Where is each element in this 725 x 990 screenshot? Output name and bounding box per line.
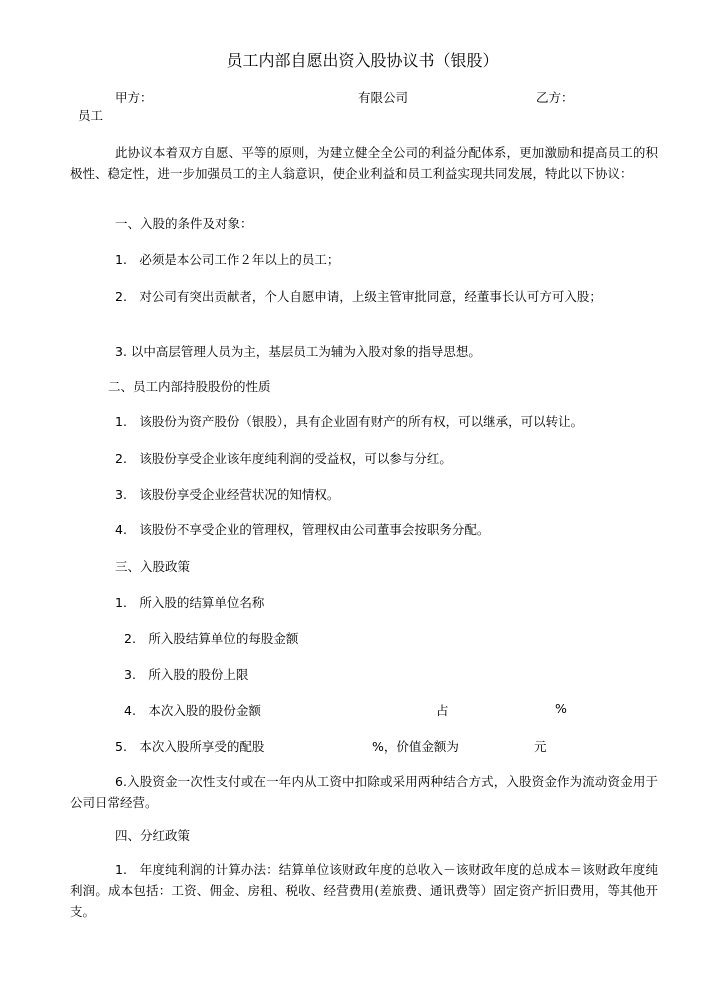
section3-item5-percent: %，价值金额为: [372, 739, 459, 754]
section1-item2: 2. 对公司有突出贡献者，个人自愿申请，上级主管审批同意，经董事长认可方可入股；: [115, 289, 602, 304]
party-b-label: 乙方：: [536, 90, 574, 105]
section3-item5-yuan: 元: [534, 739, 547, 754]
section1-heading: 一、入股的条件及对象：: [115, 216, 253, 231]
document-title: 员工内部自愿出资入股协议书（银股）: [226, 51, 499, 70]
section3-item1: 1. 所入股的结算单位名称: [115, 595, 265, 610]
section3-item6: 6.入股资金一次性支付或在一年内从工资中扣除或采用两种结合方式，入股资金作为流动资金用于公司日常经营。: [70, 774, 658, 810]
section3-item3: 3. 所入股的股份上限: [124, 667, 249, 682]
section3-item4-percent: %: [555, 701, 567, 716]
section1-item1: 1. 必须是本公司工作２年以上的员工；: [115, 252, 340, 267]
section2-heading: 二、员工内部持股股份的性质: [108, 379, 271, 394]
intro-paragraph: 此协议本着双方自愿、平等的原则，为建立健全全公司的利益分配体系，更加激励和提高员工的积极性、稳定性，进一步加强员工的主人翁意识，使企业利益和员工利益实现共同发展，特此以下协议：: [70, 145, 658, 181]
section3-item2: 2. 所入股结算单位的每股金额: [124, 631, 299, 646]
section3-item4-zhan: 占: [436, 703, 449, 718]
section4-heading: 四、分红政策: [115, 828, 191, 843]
section3-heading: 三、入股政策: [115, 559, 191, 574]
party-b-value: 员工: [78, 108, 104, 123]
section3-item5-label: 5. 本次入股所享受的配股: [115, 739, 265, 754]
section1-item3: 3. 以中高层管理人员为主，基层员工为辅为入股对象的指导思想。: [115, 344, 481, 359]
section2-item2: 2. 该股份享受企业该年度纯利润的受益权，可以参与分红。: [115, 451, 452, 466]
company-suffix: 有限公司: [358, 90, 409, 105]
party-a-label: 甲方：: [115, 90, 153, 105]
section2-item4: 4. 该股份不享受企业的管理权，管理权由公司董事会按职务分配。: [115, 522, 490, 537]
section2-item1: 1. 该股份为资产股份（银股），具有企业固有财产的所有权，可以继承，可以转让。: [115, 414, 584, 429]
section2-item3: 3. 该股份享受企业经营状况的知情权。: [115, 487, 340, 502]
section4-item1: 1. 年度纯利润的计算办法：结算单位该财政年度的总收入－该财政年度的总成本＝该财政年度纯利润。成本包括：工资、佣金、房租、税收、经营费用(差旅费、通讯费等）固定资产折旧费用，等其他开支。: [70, 862, 658, 919]
section3-item4-label: 4. 本次入股的股份金额: [124, 703, 261, 718]
